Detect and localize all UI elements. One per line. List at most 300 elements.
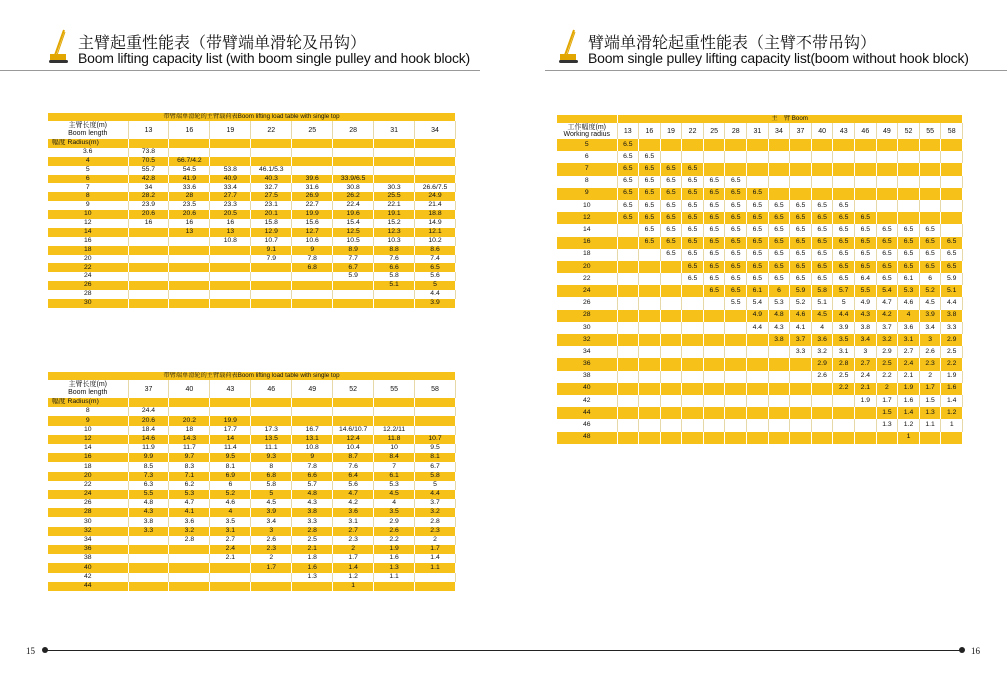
capacity-cell: 6.5 (833, 212, 855, 224)
capacity-cell: 13 (210, 228, 251, 237)
capacity-cell: 6.5 (833, 224, 855, 236)
table-row (48, 157, 456, 166)
radius-cell: 24 (48, 272, 128, 281)
table-cell (251, 398, 292, 407)
single-pulley-capacity-table (557, 115, 963, 444)
capacity-cell: 6.5 (682, 163, 704, 175)
capacity-cell (169, 255, 210, 264)
radius-cell: 9 (557, 188, 617, 200)
capacity-cell: 40.9 (210, 175, 251, 184)
capacity-cell: 10.7 (251, 237, 292, 246)
capacity-cell: 31.6 (292, 183, 333, 192)
capacity-cell: 6.5 (725, 212, 747, 224)
capacity-cell: 1.9 (855, 395, 877, 407)
capacity-cell: 2.2 (941, 358, 963, 370)
capacity-cell: 6.7 (415, 462, 456, 471)
radius-cell: 24 (557, 285, 617, 297)
capacity-cell: 3.2 (415, 508, 456, 517)
capacity-cell: 6.8 (251, 472, 292, 481)
capacity-cell (747, 419, 769, 431)
capacity-cell (639, 358, 661, 370)
capacity-cell: 2.7 (210, 536, 251, 545)
radius-cell: 30 (557, 322, 617, 334)
capacity-cell (855, 151, 877, 163)
capacity-cell (898, 176, 920, 188)
capacity-cell: 5.3 (898, 285, 920, 297)
capacity-cell: 23.3 (210, 201, 251, 210)
capacity-cell: 6.5 (941, 261, 963, 273)
capacity-cell: 10.8 (210, 237, 251, 246)
capacity-cell: 1.4 (898, 407, 920, 419)
capacity-cell (374, 148, 415, 157)
table-row (557, 432, 963, 444)
capacity-cell: 9.5 (210, 453, 251, 462)
radius-cell: 36 (48, 545, 128, 554)
capacity-cell: 12.1 (415, 228, 456, 237)
capacity-cell: 25.5 (374, 192, 415, 201)
capacity-cell: 6.5 (639, 237, 661, 249)
capacity-cell (639, 383, 661, 395)
capacity-cell (682, 383, 704, 395)
radius-cell: 30 (48, 517, 128, 526)
capacity-cell (251, 573, 292, 582)
capacity-cell (790, 432, 812, 444)
table-cell (169, 139, 210, 148)
table-row (557, 224, 963, 236)
capacity-cell: 4.3 (855, 310, 877, 322)
capacity-cell: 10.4 (333, 444, 374, 453)
capacity-cell (682, 371, 704, 383)
radius-cell: 28 (48, 290, 128, 299)
table-row (48, 228, 456, 237)
capacity-cell: 12.2/11 (374, 426, 415, 435)
capacity-cell: 14.3 (169, 435, 210, 444)
capacity-cell: 4.8 (128, 499, 169, 508)
capacity-cell: 13 (169, 228, 210, 237)
capacity-cell (617, 407, 639, 419)
capacity-cell (919, 200, 941, 212)
capacity-cell: 3.1 (833, 346, 855, 358)
boom-length-header: 55 (374, 380, 415, 398)
radius-cell: 16 (557, 237, 617, 249)
capacity-cell: 7.8 (292, 462, 333, 471)
capacity-cell (169, 563, 210, 572)
capacity-cell (169, 554, 210, 563)
capacity-cell: 6.5 (660, 224, 682, 236)
capacity-cell: 5 (833, 297, 855, 309)
capacity-cell: 2.8 (292, 527, 333, 536)
capacity-cell: 10.8 (292, 444, 333, 453)
left-title-en: Boom lifting capacity list (with boom single pulley and hook block) (78, 50, 471, 66)
capacity-cell (682, 139, 704, 151)
capacity-cell: 2.5 (941, 346, 963, 358)
capacity-cell: 30.8 (333, 183, 374, 192)
capacity-cell (747, 151, 769, 163)
capacity-cell: 6.5 (790, 212, 812, 224)
capacity-cell (333, 281, 374, 290)
capacity-cell (617, 224, 639, 236)
capacity-cell (128, 281, 169, 290)
table-cell (333, 139, 374, 148)
capacity-cell (747, 163, 769, 175)
capacity-cell: 9.1 (251, 246, 292, 255)
capacity-cell: 3.5 (374, 508, 415, 517)
capacity-cell: 19.9 (210, 416, 251, 425)
capacity-cell (898, 188, 920, 200)
capacity-cell (811, 383, 833, 395)
capacity-cell: 3.1 (210, 527, 251, 536)
table-row (48, 281, 456, 290)
table-row (48, 426, 456, 435)
capacity-cell: 24.9 (415, 192, 456, 201)
capacity-cell: 7.9 (251, 255, 292, 264)
capacity-cell: 6.5 (811, 212, 833, 224)
capacity-cell: 8.7 (333, 453, 374, 462)
capacity-cell: 4.8 (768, 310, 790, 322)
capacity-cell: 11.8 (374, 435, 415, 444)
capacity-cell: 8.1 (210, 462, 251, 471)
capacity-cell (617, 273, 639, 285)
capacity-cell: 5.3 (169, 490, 210, 499)
capacity-cell (660, 383, 682, 395)
capacity-cell (169, 281, 210, 290)
capacity-cell: 1.2 (898, 419, 920, 431)
capacity-cell: 6.6 (292, 472, 333, 481)
capacity-cell (833, 419, 855, 431)
capacity-cell (292, 281, 333, 290)
radius-cell: 20 (48, 255, 128, 264)
capacity-cell (768, 176, 790, 188)
capacity-cell: 6.5 (876, 224, 898, 236)
capacity-cell: 5.3 (768, 297, 790, 309)
capacity-cell: 6.5 (747, 212, 769, 224)
capacity-cell: 33.6 (169, 183, 210, 192)
capacity-cell (660, 273, 682, 285)
capacity-cell (876, 212, 898, 224)
capacity-cell: 6.5 (919, 249, 941, 261)
capacity-cell: 1.9 (898, 383, 920, 395)
capacity-cell (768, 346, 790, 358)
capacity-cell: 30.3 (374, 183, 415, 192)
capacity-cell: 6.5 (833, 261, 855, 273)
capacity-cell: 6.5 (768, 200, 790, 212)
capacity-cell (333, 157, 374, 166)
capacity-cell: 1.2 (941, 407, 963, 419)
table-row (48, 407, 456, 416)
capacity-cell (210, 246, 251, 255)
capacity-cell (660, 432, 682, 444)
capacity-cell: 7.7 (333, 255, 374, 264)
capacity-cell: 6.5 (876, 261, 898, 273)
capacity-cell (919, 432, 941, 444)
capacity-cell: 6.5 (639, 151, 661, 163)
table-row (48, 545, 456, 554)
capacity-cell: 3.3 (941, 322, 963, 334)
right-title-cn: 臂端单滑轮起重性能表（主臂不带吊钩） (588, 35, 877, 52)
capacity-cell: 5.2 (790, 297, 812, 309)
table-row (48, 508, 456, 517)
capacity-cell: 4 (210, 508, 251, 517)
capacity-cell (768, 407, 790, 419)
capacity-cell: 6.5 (660, 200, 682, 212)
capacity-cell (876, 200, 898, 212)
capacity-cell (790, 395, 812, 407)
capacity-cell (292, 416, 333, 425)
table-row (557, 310, 963, 322)
capacity-cell: 4.4 (833, 310, 855, 322)
table-row (48, 499, 456, 508)
working-radius-label (557, 123, 617, 139)
boom-length-header: 28 (333, 121, 374, 139)
capacity-cell (128, 246, 169, 255)
capacity-cell (703, 322, 725, 334)
capacity-cell (833, 407, 855, 419)
capacity-cell (747, 432, 769, 444)
capacity-cell (811, 407, 833, 419)
capacity-cell: 23.9 (128, 201, 169, 210)
table-row (48, 237, 456, 246)
capacity-cell (639, 310, 661, 322)
table-row (557, 176, 963, 188)
radius-cell: 8 (48, 192, 128, 201)
capacity-cell: 1.1 (374, 573, 415, 582)
table-row (557, 407, 963, 419)
table-row (48, 453, 456, 462)
capacity-cell: 11.9 (128, 444, 169, 453)
table-row (557, 419, 963, 431)
capacity-cell: 6.5 (660, 249, 682, 261)
footer-rule (45, 650, 962, 651)
boom-length-header: 13 (128, 121, 169, 139)
capacity-cell: 3.2 (169, 527, 210, 536)
capacity-cell (790, 407, 812, 419)
capacity-cell (790, 176, 812, 188)
radius-cell: 5 (48, 166, 128, 175)
capacity-cell (941, 188, 963, 200)
radius-cell: 7 (557, 163, 617, 175)
capacity-cell: 2.2 (833, 383, 855, 395)
table-row (48, 210, 456, 219)
capacity-cell (876, 139, 898, 151)
capacity-cell: 3 (855, 346, 877, 358)
radius-cell: 38 (48, 554, 128, 563)
capacity-cell (617, 249, 639, 261)
capacity-cell: 20.2 (169, 416, 210, 425)
capacity-cell: 6.5 (747, 249, 769, 261)
capacity-cell: 6.5 (811, 249, 833, 261)
capacity-cell: 6.5 (639, 163, 661, 175)
capacity-cell (639, 249, 661, 261)
table-cell (210, 139, 251, 148)
capacity-cell: 19.9 (292, 210, 333, 219)
capacity-cell: 22.4 (333, 201, 374, 210)
capacity-cell: 6 (919, 273, 941, 285)
capacity-cell: 6.5 (725, 176, 747, 188)
capacity-cell (128, 290, 169, 299)
capacity-cell: 22.1 (374, 201, 415, 210)
capacity-cell: 16 (169, 219, 210, 228)
capacity-cell: 5.3 (374, 481, 415, 490)
capacity-cell: 6.5 (617, 212, 639, 224)
table-row (48, 255, 456, 264)
capacity-cell: 6.5 (876, 237, 898, 249)
capacity-cell: 2.7 (855, 358, 877, 370)
capacity-cell: 7.3 (128, 472, 169, 481)
boom-length-header: 28 (725, 123, 747, 139)
capacity-cell (941, 212, 963, 224)
radius-cell: 40 (557, 383, 617, 395)
capacity-cell: 6.5 (790, 224, 812, 236)
capacity-cell: 1.9 (941, 371, 963, 383)
capacity-cell (768, 163, 790, 175)
capacity-cell (415, 407, 456, 416)
capacity-cell: 2.8 (415, 517, 456, 526)
table-row (48, 183, 456, 192)
capacity-cell (790, 188, 812, 200)
capacity-cell: 5.9 (333, 272, 374, 281)
capacity-cell: 2.2 (876, 371, 898, 383)
capacity-cell (941, 151, 963, 163)
boom-length-header: 55 (919, 123, 941, 139)
capacity-cell: 6.5 (703, 249, 725, 261)
capacity-cell (703, 371, 725, 383)
capacity-cell: 6.5 (855, 237, 877, 249)
capacity-cell (703, 163, 725, 175)
table-cell (128, 139, 169, 148)
table-row (557, 188, 963, 200)
capacity-cell: 6.5 (898, 261, 920, 273)
capacity-cell: 6.5 (768, 224, 790, 236)
boom-length-header: 43 (833, 123, 855, 139)
table-row (48, 299, 456, 308)
capacity-cell: 6.5 (833, 249, 855, 261)
capacity-cell: 2.4 (210, 545, 251, 554)
capacity-cell: 6.5 (790, 237, 812, 249)
capacity-cell (790, 371, 812, 383)
capacity-cell (169, 246, 210, 255)
capacity-cell: 6.5 (703, 273, 725, 285)
capacity-cell (617, 383, 639, 395)
table-row (48, 554, 456, 563)
capacity-cell (128, 228, 169, 237)
capacity-cell: 26.6/7.5 (415, 183, 456, 192)
radius-cell: 32 (48, 527, 128, 536)
capacity-cell: 2.7 (333, 527, 374, 536)
capacity-cell (876, 432, 898, 444)
radius-cell: 28 (557, 310, 617, 322)
capacity-cell: 3.8 (941, 310, 963, 322)
capacity-cell: 5.5 (128, 490, 169, 499)
boom-length-header: 37 (128, 380, 169, 398)
capacity-cell: 6.5 (703, 188, 725, 200)
capacity-cell: 2.3 (415, 527, 456, 536)
capacity-cell (251, 407, 292, 416)
capacity-cell (617, 334, 639, 346)
capacity-cell (768, 188, 790, 200)
capacity-cell (333, 416, 374, 425)
capacity-cell: 7 (374, 462, 415, 471)
capacity-cell: 33.9/6.5 (333, 175, 374, 184)
capacity-cell: 6.5 (855, 224, 877, 236)
capacity-cell: 2.1 (855, 383, 877, 395)
capacity-cell: 6.2 (169, 481, 210, 490)
capacity-cell (210, 582, 251, 591)
table-cell (333, 398, 374, 407)
capacity-cell (639, 334, 661, 346)
capacity-cell: 6.5 (747, 224, 769, 236)
capacity-cell: 6.5 (725, 237, 747, 249)
radius-cell: 42 (48, 573, 128, 582)
capacity-cell: 20.5 (210, 210, 251, 219)
capacity-cell: 4.2 (333, 499, 374, 508)
capacity-cell: 6.5 (682, 273, 704, 285)
capacity-cell: 6.5 (617, 139, 639, 151)
capacity-cell (682, 432, 704, 444)
capacity-cell (682, 297, 704, 309)
capacity-cell (415, 157, 456, 166)
capacity-cell: 4.5 (251, 499, 292, 508)
capacity-cell: 70.5 (128, 157, 169, 166)
capacity-cell (703, 407, 725, 419)
capacity-cell (210, 563, 251, 572)
capacity-cell: 6.5 (855, 212, 877, 224)
capacity-cell (251, 272, 292, 281)
capacity-cell: 4.7 (169, 499, 210, 508)
boom-length-header: 31 (747, 123, 769, 139)
capacity-cell (790, 419, 812, 431)
capacity-cell (251, 148, 292, 157)
capacity-cell: 40.3 (251, 175, 292, 184)
capacity-cell: 2.8 (833, 358, 855, 370)
capacity-cell: 6.3 (128, 481, 169, 490)
capacity-cell: 1.3 (374, 563, 415, 572)
table-cell (251, 139, 292, 148)
radius-cell: 12 (48, 435, 128, 444)
capacity-cell: 3.3 (292, 517, 333, 526)
capacity-cell: 3.4 (855, 334, 877, 346)
boom-length-header: 49 (876, 123, 898, 139)
capacity-cell: 15.8 (251, 219, 292, 228)
capacity-cell: 4.2 (876, 310, 898, 322)
capacity-cell: 10.2 (415, 237, 456, 246)
capacity-cell: 4.9 (747, 310, 769, 322)
boom-length-label-cn: 主臂长度(m) (68, 122, 107, 129)
capacity-cell: 1 (941, 419, 963, 431)
table-row (48, 481, 456, 490)
capacity-cell: 4.4 (415, 490, 456, 499)
capacity-cell (703, 151, 725, 163)
capacity-cell (169, 290, 210, 299)
capacity-cell: 4 (898, 310, 920, 322)
capacity-cell: 3.8 (768, 334, 790, 346)
capacity-cell: 22.7 (292, 201, 333, 210)
capacity-cell: 4.7 (876, 297, 898, 309)
capacity-cell (639, 432, 661, 444)
capacity-cell (876, 151, 898, 163)
capacity-cell: 6.5 (682, 188, 704, 200)
boom-length-header: 25 (703, 123, 725, 139)
capacity-cell: 6.5 (941, 249, 963, 261)
capacity-cell: 2 (251, 554, 292, 563)
capacity-cell (725, 334, 747, 346)
radius-cell: 3.6 (48, 148, 128, 157)
capacity-cell (210, 290, 251, 299)
capacity-cell (811, 395, 833, 407)
capacity-cell: 2.9 (374, 517, 415, 526)
capacity-cell: 3.4 (251, 517, 292, 526)
radius-cell: 20 (48, 472, 128, 481)
capacity-cell: 5 (415, 481, 456, 490)
